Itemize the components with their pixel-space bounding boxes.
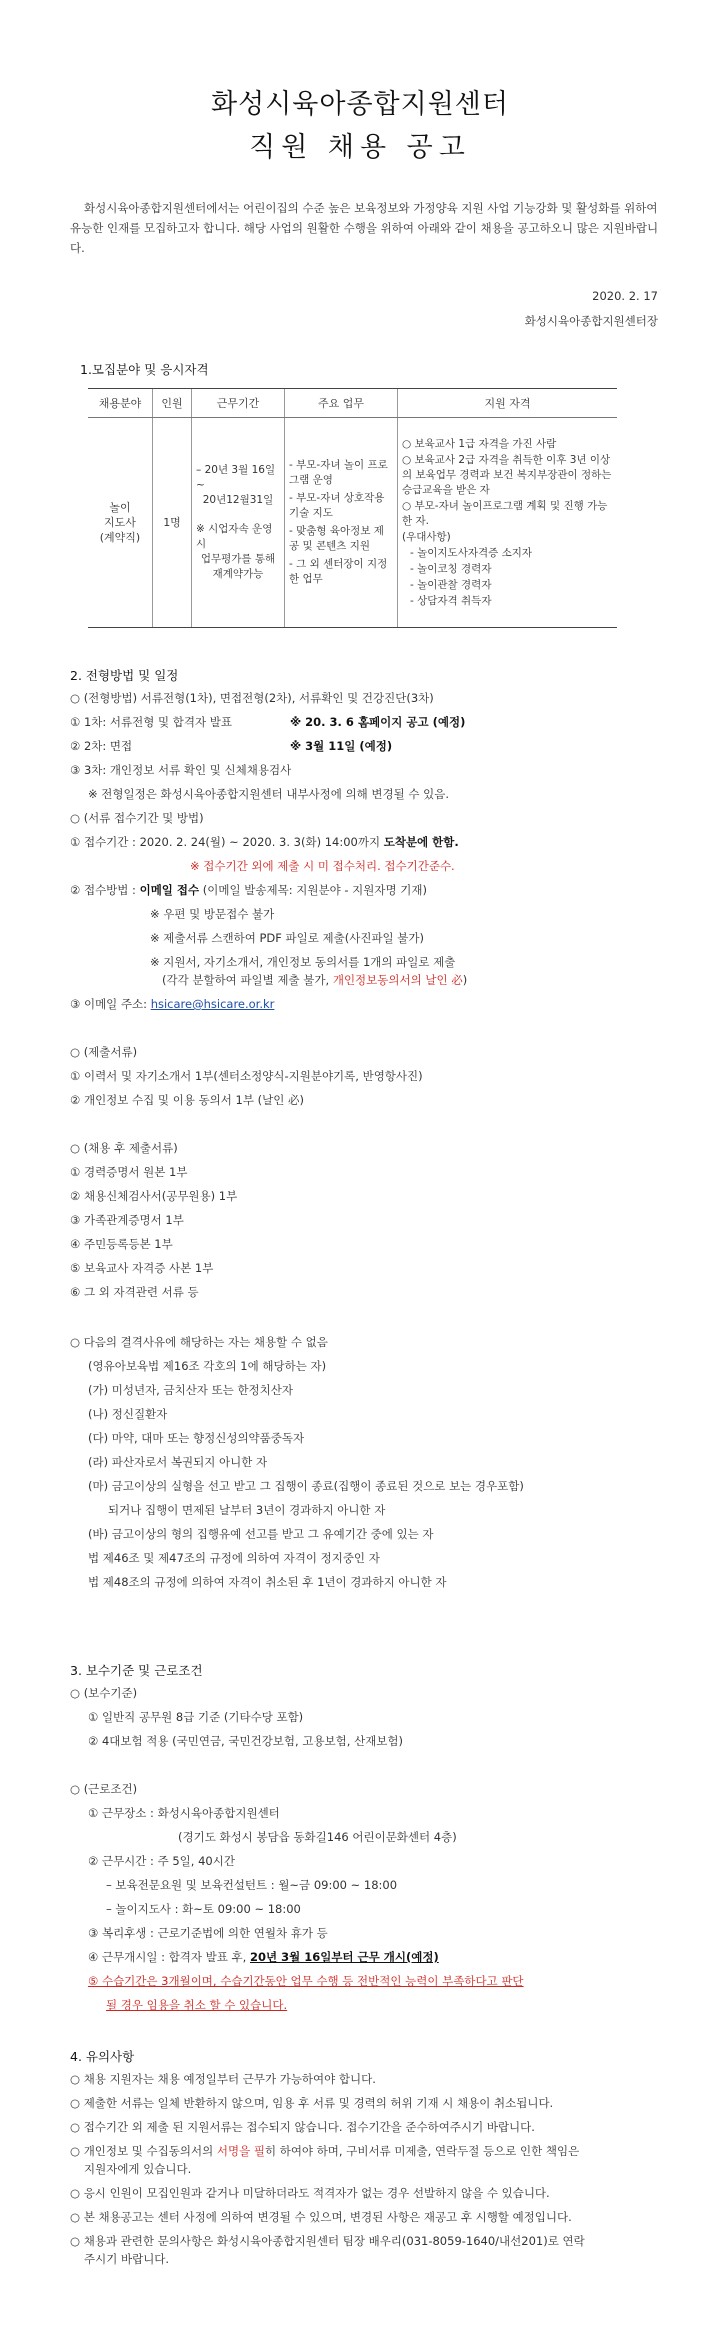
qualification-item: - 놀이관찰 경력자 xyxy=(410,578,492,591)
apply-method xyxy=(70,882,427,898)
method-note: ※ 제출서류 스캔하여 PDF 파일로 제출(사진파일 불가) xyxy=(150,931,425,945)
notice-text: ○ 개인정보 및 수집동의서의 xyxy=(70,2144,217,2158)
apply-method-emphasis: 이메일 접수 xyxy=(139,883,200,897)
notice-item: ○ 응시 인원이 모집인원과 같거나 미달하더라도 적격자가 없는 경우 선발하지 않을 수 있습니다. xyxy=(70,2186,550,2200)
apply-method-rest: (이메일 발송제목: 지원분야 - 지원자명 기재) xyxy=(199,883,427,897)
field-line: 놀이 xyxy=(109,501,131,514)
doc-item: ① 이력서 및 자기소개서 1부(센터소정양식-지원분야기록, 반영항사진) xyxy=(70,1069,423,1083)
after-doc-item: ⑥ 그 외 자격관련 서류 등 xyxy=(70,1285,199,1299)
notice-item: ○ 본 채용공고는 센터 사정에 의하여 변경될 수 있으며, 변경된 사항은 재공고 후 시행할 예정입니다. xyxy=(70,2210,572,2224)
pay-item: ② 4대보험 적용 (국민연금, 국민건강보험, 고용보험, 산재보험) xyxy=(88,1734,404,1748)
condition-start-date xyxy=(88,1949,439,1965)
page-subtitle: 직원 채용 공고 xyxy=(249,132,471,163)
notice-text: 히 하여야 하며, 구비서류 미제출, 연락두절 등으로 인한 책임은 xyxy=(264,2144,580,2158)
after-doc-item: ② 채용신체검사서(공무원용) 1부 xyxy=(70,1189,238,1203)
email-row xyxy=(70,996,274,1012)
recruitment-table xyxy=(88,388,617,628)
after-doc-item: ③ 가족관계증명서 1부 xyxy=(70,1213,184,1227)
step2-label: ② 2차: 면접 xyxy=(70,739,133,753)
cell-qualifications xyxy=(398,418,618,628)
qualification-item: - 상담자격 취득자 xyxy=(410,594,492,607)
disqualification-item: (마) 금고이상의 실형을 선고 받고 그 집행이 종료(집행이 종료된 것으로 보는 경우포함) xyxy=(88,1479,524,1493)
page-title: 화성시육아종합지원센터 xyxy=(211,89,509,120)
duty-item: - 부모-자녀 놀이 프로그램 운영 xyxy=(289,459,388,486)
period-line: – 20년 3월 16일~ xyxy=(196,464,276,491)
disqualification-title: ○ 다음의 결격사유에 해당하는 자는 채용할 수 없음 xyxy=(70,1335,328,1349)
notice-red: 서명을 필 xyxy=(216,2144,265,2158)
period-note-line: ※ 시업자속 운영시 xyxy=(196,523,273,550)
condition-probation-cont: 될 경우 임용을 취소 할 수 있습니다. xyxy=(106,1998,288,2012)
condition-place: ① 근무장소 : 화성시육아종합지원센터 xyxy=(88,1806,280,1820)
disqualification-item: 법 제48조의 규정에 의하여 자격이 취소된 후 1년이 경과하지 아니한 자 xyxy=(88,1575,447,1589)
qualification-item: - 놀이코칭 경력자 xyxy=(410,562,492,575)
disqualification-item: (가) 미성년자, 금치산자 또는 한정치산자 xyxy=(88,1383,293,1397)
notice-item: ○ 채용 지원자는 채용 예정일부터 근무가 가능하여야 합니다. xyxy=(70,2072,376,2086)
step1-label: ① 1차: 서류전형 및 합격자 발표 xyxy=(70,715,232,729)
period-note-line: 업무평가를 통해 xyxy=(200,553,276,565)
cell-count: 1명 xyxy=(153,418,192,628)
method-note-extra-text: (각각 분할하여 파일별 제출 불가, xyxy=(162,973,333,987)
email-link[interactable]: hsicare@hsicare.or.kr xyxy=(150,997,275,1011)
schedule-note: ※ 전형일정은 화성시육아종합지원센터 내부사정에 의해 변경될 수 있음. xyxy=(88,787,450,801)
col-header-duties: 주요 업무 xyxy=(285,389,398,418)
method-note-extra xyxy=(162,972,467,988)
docs-title: ○ (제출서류) xyxy=(70,1045,138,1059)
method-note: ※ 지원서, 자기소개서, 개인정보 동의서를 1개의 파일로 제출 xyxy=(150,955,456,969)
pay-title: ○ (보수기준) xyxy=(70,1686,138,1700)
disqualification-item: (바) 금고이상의 형의 집행유예 선고를 받고 그 유예기간 중에 있는 자 xyxy=(88,1527,434,1541)
field-line: (계약직) xyxy=(99,531,141,544)
cell-field xyxy=(88,418,153,628)
issuer-name: 화성시육아종합지원센터장 xyxy=(524,314,658,328)
section4-heading: 4. 유의사항 xyxy=(70,2049,135,2064)
conditions-title: ○ (근로조건) xyxy=(70,1782,138,1796)
apply-period-warning: ※ 접수기간 외에 제출 시 미 접수처리. 접수기간준수. xyxy=(190,859,455,873)
condition-hours: ② 근무시간 : 주 5일, 40시간 xyxy=(88,1854,235,1868)
qualification-item: - 놀이지도사자격증 소지자 xyxy=(410,546,533,559)
condition-probation: ⑤ 수습기간은 3개월이며, 수습기간동안 업무 수행 등 전반적인 능력이 부족하다고 판단 xyxy=(88,1974,524,1988)
condition-start-emphasis: 20년 3월 16일부터 근무 개시(예정) xyxy=(249,1950,439,1964)
condition-start-prefix: ④ 근무개시일 : 합격자 발표 후, xyxy=(88,1950,250,1964)
step1-date: ※ 20. 3. 6 홈페이지 공고 (예정) xyxy=(290,715,466,729)
qualification-item: ○ 부모-자녀 놀이프로그램 계획 및 진행 가능한 자. xyxy=(402,499,608,527)
table-row xyxy=(88,418,617,628)
notice-item-cont: 주시기 바랍니다. xyxy=(84,2252,170,2266)
disqualification-item: 법 제46조 및 제47조의 규정에 의하여 자격이 정지중인 자 xyxy=(88,1551,380,1565)
email-label: ③ 이메일 주소: xyxy=(70,997,151,1011)
apply-period xyxy=(70,834,459,850)
after-doc-item: ④ 주민등록등본 1부 xyxy=(70,1237,173,1251)
notice-item-cont: 지원자에게 있습니다. xyxy=(84,2162,192,2176)
table-header-row xyxy=(88,389,617,418)
step3-label: ③ 3차: 개인정보 서류 확인 및 신체채용검사 xyxy=(70,763,292,777)
method-note: ※ 우편 및 방문접수 불가 xyxy=(150,907,275,921)
after-doc-item: ① 경력증명서 원본 1부 xyxy=(70,1165,188,1179)
condition-hours-detail: – 보육전문요원 및 보육컨설턴트 : 월~금 09:00 ~ 18:00 xyxy=(106,1878,398,1892)
step2-date: ※ 3월 11일 (예정) xyxy=(290,739,393,753)
after-docs-title: ○ (채용 후 제출서류) xyxy=(70,1141,178,1155)
pay-item: ① 일반직 공무원 8급 기준 (기타수당 포함) xyxy=(88,1710,304,1724)
notice-item: ○ 제출한 서류는 일체 반환하지 않으며, 임용 후 서류 및 경력의 허위 기재 시 채용이 취소됩니다. xyxy=(70,2096,554,2110)
col-header-qualifications: 지원 자격 xyxy=(398,389,618,418)
field-line: 지도사 xyxy=(104,516,136,529)
apply-period-emphasis: 도착분에 한함. xyxy=(383,835,459,849)
qualification-item: ○ 보육교사 2급 자격을 취득한 이후 3년 이상의 보육업무 경력과 보건 복지부장관이 정하는 승급교육을 받은 자 xyxy=(402,453,612,496)
section3-heading: 3. 보수기준 및 근로조건 xyxy=(70,1663,203,1678)
disqualification-item: (다) 마약, 대마 또는 향정신성의약품중독자 xyxy=(88,1431,305,1445)
condition-welfare: ③ 복리후생 : 근로기준법에 의한 연월차 휴가 등 xyxy=(88,1926,328,1940)
col-header-field: 채용분야 xyxy=(88,389,153,418)
cell-duties xyxy=(285,418,398,628)
method-note-extra-red: 개인정보동의서의 날인 必 xyxy=(332,973,463,987)
notice-item: ○ 접수기간 외 제출 된 지원서류는 접수되지 않습니다. 접수기간을 준수하여주시기 바랍니다. xyxy=(70,2120,535,2134)
qualification-item: ○ 보육교사 1급 자격을 가진 사람 xyxy=(402,437,557,450)
disqualification-item: (영유아보육법 제16조 각호의 1에 해당하는 자) xyxy=(88,1359,327,1373)
qualification-item: (우대사항) xyxy=(402,530,451,543)
section1-heading: 1.모집분야 및 응시자격 xyxy=(80,362,209,377)
disqualification-item: (나) 정신질환자 xyxy=(88,1407,168,1421)
intro-paragraph: 화성시육아종합지원센터에서는 어린이집의 수준 높은 보육정보와 가정양육 지원 사업 기능강화 및 활성화를 위하여 유능한 인재를 모집하고자 합니다. 해당 사업의 원활한 수행을 위하여 아래와 같이 채용을 공고하오니 많은 지원바랍니다. xyxy=(70,201,659,255)
notice-item: ○ 채용과 관련한 문의사항은 화성시육아종합지원센터 팀장 배우리(031-8059-1640/내선201)로 연락 xyxy=(70,2234,585,2248)
duty-item: - 그 외 센터장이 지정한 업무 xyxy=(289,558,388,585)
condition-address: (경기도 화성시 봉담읍 동화길146 어린이문화센터 4층) xyxy=(178,1830,457,1844)
apply-period-text: ① 접수기간 : 2020. 2. 24(월) ~ 2020. 3. 3(화) 14:00까지 xyxy=(70,835,384,849)
duty-item: - 맞춤형 육아정보 제공 및 콘텐츠 지원 xyxy=(289,525,384,552)
condition-hours-detail: – 놀이지도사 : 화~토 09:00 ~ 18:00 xyxy=(106,1902,301,1916)
duty-item: - 부모-자녀 상호작용 기술 지도 xyxy=(289,492,385,519)
doc-item: ② 개인정보 수집 및 이용 동의서 1부 (날인 必) xyxy=(70,1093,304,1107)
notice-date: 2020. 2. 17 xyxy=(592,289,658,303)
method-note-extra-end: ) xyxy=(462,973,468,987)
col-header-period: 근무기간 xyxy=(192,389,285,418)
apply-method-prefix: ② 접수방법 : xyxy=(70,883,140,897)
apply-title: ○ (서류 접수기간 및 방법) xyxy=(70,811,204,825)
after-doc-item: ⑤ 보육교사 자격증 사본 1부 xyxy=(70,1261,214,1275)
col-header-count: 인원 xyxy=(153,389,192,418)
section2-heading: 2. 전형방법 및 일정 xyxy=(70,668,179,683)
notice-item xyxy=(70,2143,579,2159)
cell-period xyxy=(192,418,285,628)
disqualification-item: 되거나 집행이 면제된 날부터 3년이 경과하지 아니한 자 xyxy=(108,1503,386,1517)
period-line: 20년12월31일 xyxy=(202,494,274,506)
selection-method: ○ (전형방법) 서류전형(1차), 면접전형(2차), 서류확인 및 건강진단(3차) xyxy=(70,691,434,705)
period-note-line: 재계약가능 xyxy=(212,568,264,580)
disqualification-item: (라) 파산자로서 복권되지 아니한 자 xyxy=(88,1455,268,1469)
